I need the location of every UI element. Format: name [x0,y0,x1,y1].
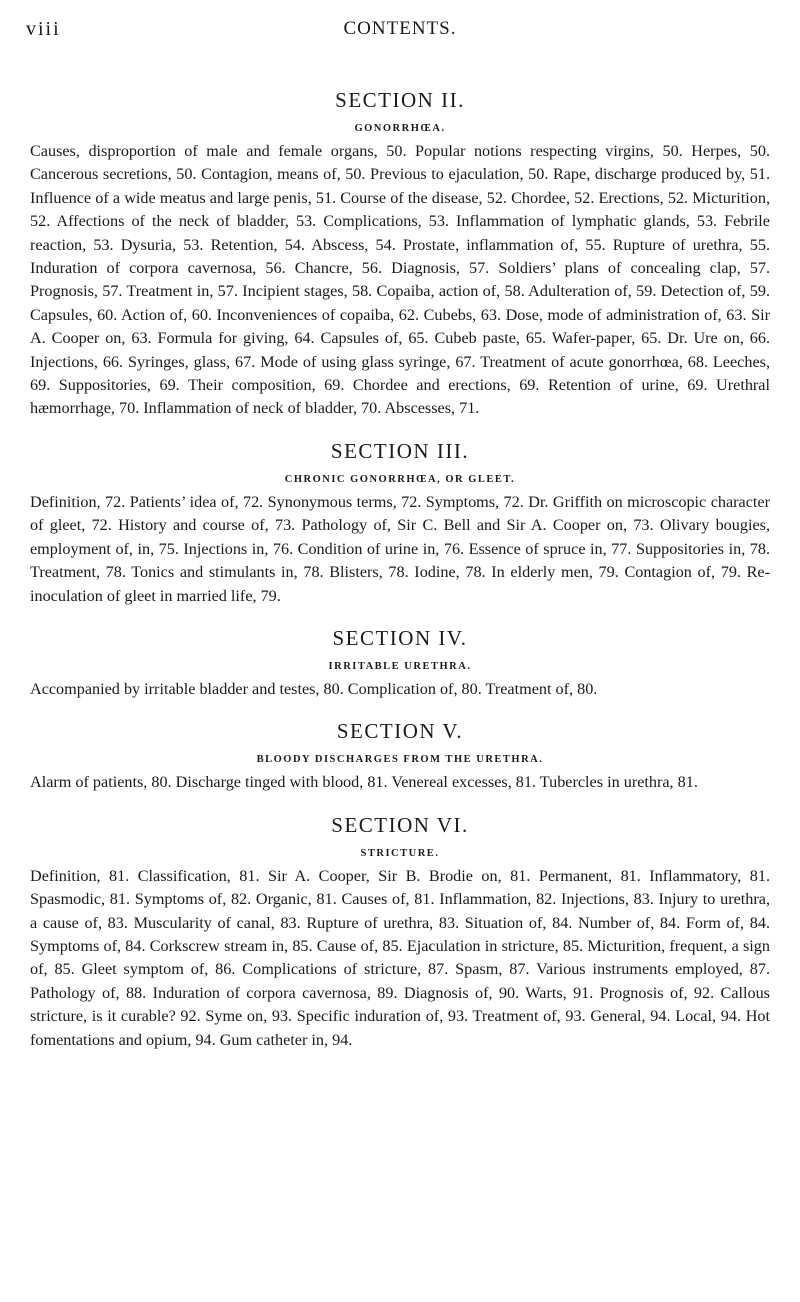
section-title: SECTION VI. [331,812,469,837]
section-subtitle: BLOODY DISCHARGES FROM THE URETHRA. [256,754,544,766]
page-number: viii [26,18,61,40]
section-title: SECTION V. [336,719,464,744]
section-title: SECTION III. [330,438,470,463]
section-vi [30,813,770,1052]
section-entries: Definition, 81. Classification, 81. Sir A. Cooper, Sir B. Brodie on, 81. Permanent, 81. Inflammatory, 81. Spasmodic, 81. Symptoms of, 82. Organic, 81. Causes of, 81. Inflammation, 82. Injections, 83. Injury to urethra, a cause of, 83. Muscularity of canal, 83. Rupture of urethra, 83. Situation of, 84. Number of, 84. Form of, 84. Symptoms of, 84. Corkscrew stream in, 85. Cause of, 85. Ejaculation in stricture, 85. Micturition, frequent, a sign of, 85. Gleet symptom of, 86. Complications of stricture, 87. Spasm, 87. Various instruments employed, 87. Pathology of, 88. Induration of corpora cavernosa, 89. Diagnosis of, 90. Warts, 91. Prognosis of, 92. Callous stricture, is it curable? 92. Syme on, 93. Specific induration of, 93. Treatment of, 93. General, 94. Local, 94. Hot fomentations and opium, 94. Gum catheter in, 94. [30,866,770,1049]
section-subtitle: GONORRHŒA. [354,123,446,134]
section-iv [30,626,770,701]
section-entries: Causes, disproportion of male and female organs, 50. Popular notions respecting virgins, 50. Herpes, 50. Cancerous secretions, 50. Contagion, means of, 50. Previous to ejaculation, 50. Rape, discharge produced by, 51. Influence of a wide meatus and large penis, 51. Course of the disease, 52. Chordee, 52. Erections, 52. Micturition, 52. Affections of the neck of bladder, 53. Complications, 53. Inflammation of lymphatic glands, 53. Febrile reaction, 53. Dysuria, 53. Retention, 54. Abscess, 54. Prostate, inflammation of, 55. Rupture of urethra, 55. Induration of corpora cavernosa, 56. Chancre, 56. Diagnosis, 57. Soldiers’ plans of concealing clap, 57. Prognosis, 57. Treatment in, 57. Incipient stages, 58. Copaiba, action of, 58. Adulteration of, 59. Detection of, 59. Capsules, 60. Action of, 60. Inconveniences of copaiba, 62. Cubebs, 63. Dose, mode of administration of, 63. Sir A. Cooper on, 63. Formula for giving, 64. Capsules of, 65. Cubeb paste, 65. Wafer-paper, 65. Dr. Ure on, 66. Injections, 66. Syringes, glass, 67. Mode of using glass syringe, 67. Treatment of acute gonorrhœa, 68. Leeches, 69. Suppositories, 69. Their composition, 69. Chordee and erections, 69. Retention of urine, 69. Urethral hæmorrhage, 70. Inflammation of neck of bladder, 70. Abscesses, 71. [30,142,770,418]
section-entries: Alarm of patients, 80. Discharge tinged with blood, 81. Venereal excesses, 81. Tubercles in urethra, 81. [30,773,698,792]
section-subtitle: STRICTURE. [360,847,440,859]
section-v [30,719,770,794]
section-entries: Accompanied by irritable bladder and testes, 80. Complication of, 80. Treatment of, 80. [30,679,598,698]
page-header [0,18,800,48]
running-head: CONTENTS. [343,18,457,39]
section-entries: Definition, 72. Patients’ idea of, 72. Synonymous terms, 72. Symptoms, 72. Dr. Griffith on microscopic character of gleet, 72. History and course of, 73. Pathology of, Sir C. Bell and Sir A. Cooper on, 73. Olivary bougies, employment of, in, 75. Injections in, 76. Condition of urine in, 76. Essence of spruce in, 77. Suppositories in, 78. Treatment, 78. Tonics and stimulants in, 78. Blisters, 78. Iodine, 78. In elderly men, 79. Contagion of, 79. Re-inoculation of gleet in married life, 79. [30,492,770,605]
contents-body [30,88,770,1070]
section-subtitle: CHRONIC GONORRHŒA, OR GLEET. [284,473,516,485]
section-title: SECTION IV. [332,625,468,650]
section-iii [30,439,770,608]
section-ii [30,88,770,421]
section-title: SECTION II. [335,88,465,112]
section-subtitle: IRRITABLE URETHRA. [328,660,472,672]
